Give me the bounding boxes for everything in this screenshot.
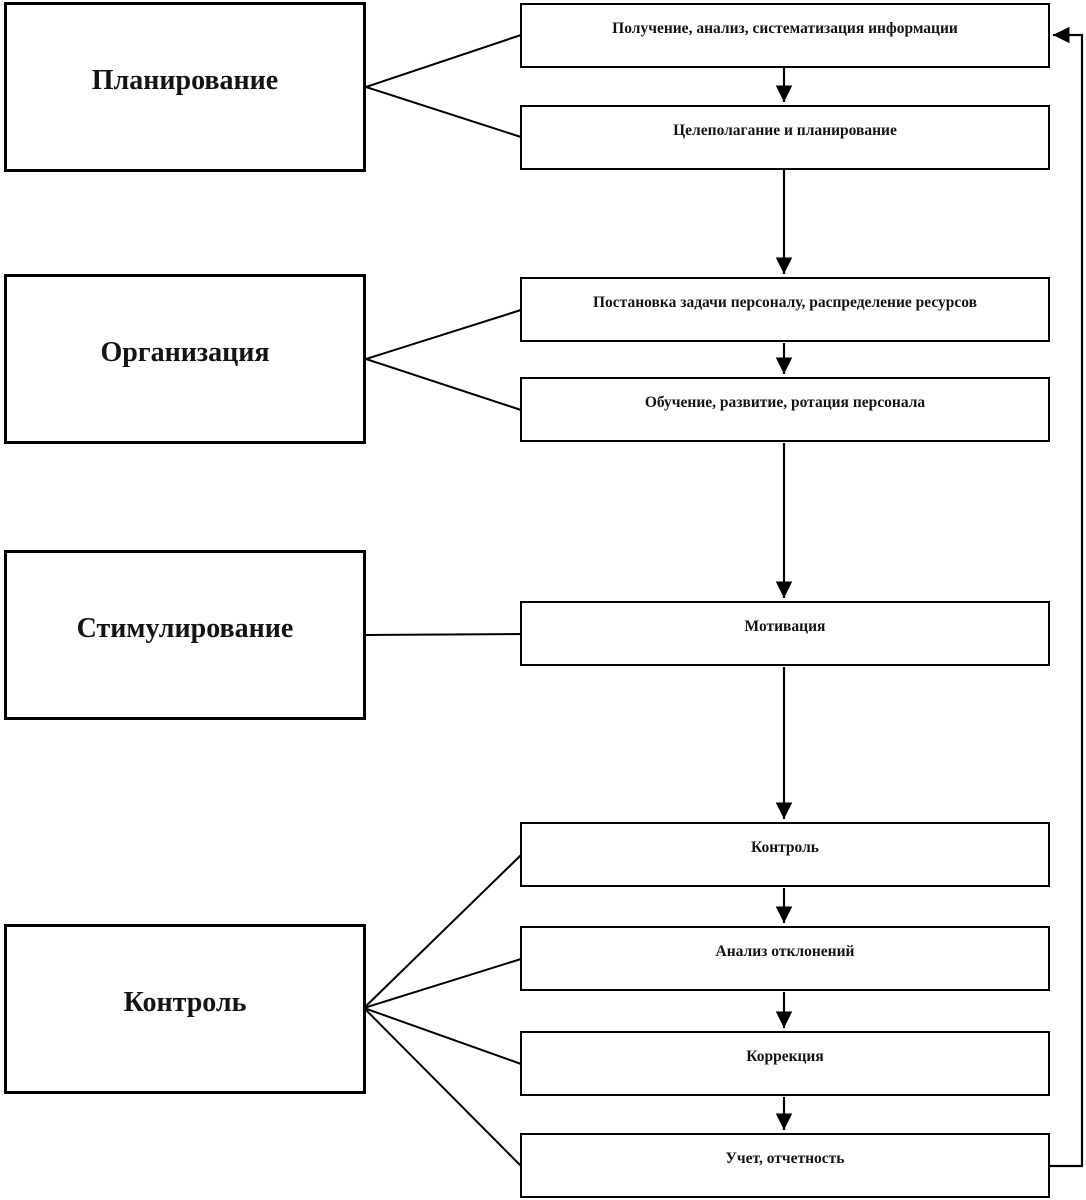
node-motivation-label: Мотивация xyxy=(744,617,826,635)
node-personnel-training xyxy=(520,377,1050,442)
node-control-step xyxy=(520,822,1050,887)
node-goal-setting xyxy=(520,105,1050,170)
edge-feedback-loop xyxy=(1050,35,1082,1166)
node-control-function xyxy=(4,924,366,1094)
node-accounting-reporting xyxy=(520,1133,1050,1198)
edge-controlfn-to-analysis xyxy=(364,959,521,1008)
node-planning-label: Планирование xyxy=(91,65,279,96)
node-deviation-analysis-label: Анализ отклонений xyxy=(715,942,855,960)
node-goal-setting-label: Целеполагание и планирование xyxy=(673,121,897,139)
node-correction-label: Коррекция xyxy=(746,1047,824,1065)
node-accounting-reporting-label: Учет, отчетность xyxy=(725,1149,845,1167)
edge-organization-to-task xyxy=(366,310,521,359)
node-control-function-label: Контроль xyxy=(123,987,247,1018)
edge-planning-to-info xyxy=(366,35,521,87)
node-deviation-analysis xyxy=(520,926,1050,991)
edge-stimulation-to-motivation xyxy=(366,634,521,635)
node-planning xyxy=(4,2,366,172)
edge-organization-to-training xyxy=(366,359,521,410)
node-task-assignment xyxy=(520,277,1050,342)
node-correction xyxy=(520,1031,1050,1096)
node-task-assignment-label: Постановка задачи персоналу, распределение ресурсов xyxy=(593,293,977,311)
edge-controlfn-to-correction xyxy=(364,1008,521,1064)
edge-controlfn-to-accounting xyxy=(364,1008,521,1166)
node-organization xyxy=(4,274,366,444)
edge-controlfn-to-control xyxy=(364,855,521,1008)
node-stimulation xyxy=(4,550,366,720)
node-information-processing xyxy=(520,3,1050,68)
node-stimulation-label: Стимулирование xyxy=(76,613,294,644)
node-information-processing-label: Получение, анализ, систематизация информации xyxy=(612,19,958,37)
node-personnel-training-label: Обучение, развитие, ротация персонала xyxy=(644,393,926,411)
node-organization-label: Организация xyxy=(100,337,270,368)
node-motivation xyxy=(520,601,1050,666)
edge-planning-to-goal xyxy=(366,87,521,137)
node-control-step-label: Контроль xyxy=(750,838,819,856)
